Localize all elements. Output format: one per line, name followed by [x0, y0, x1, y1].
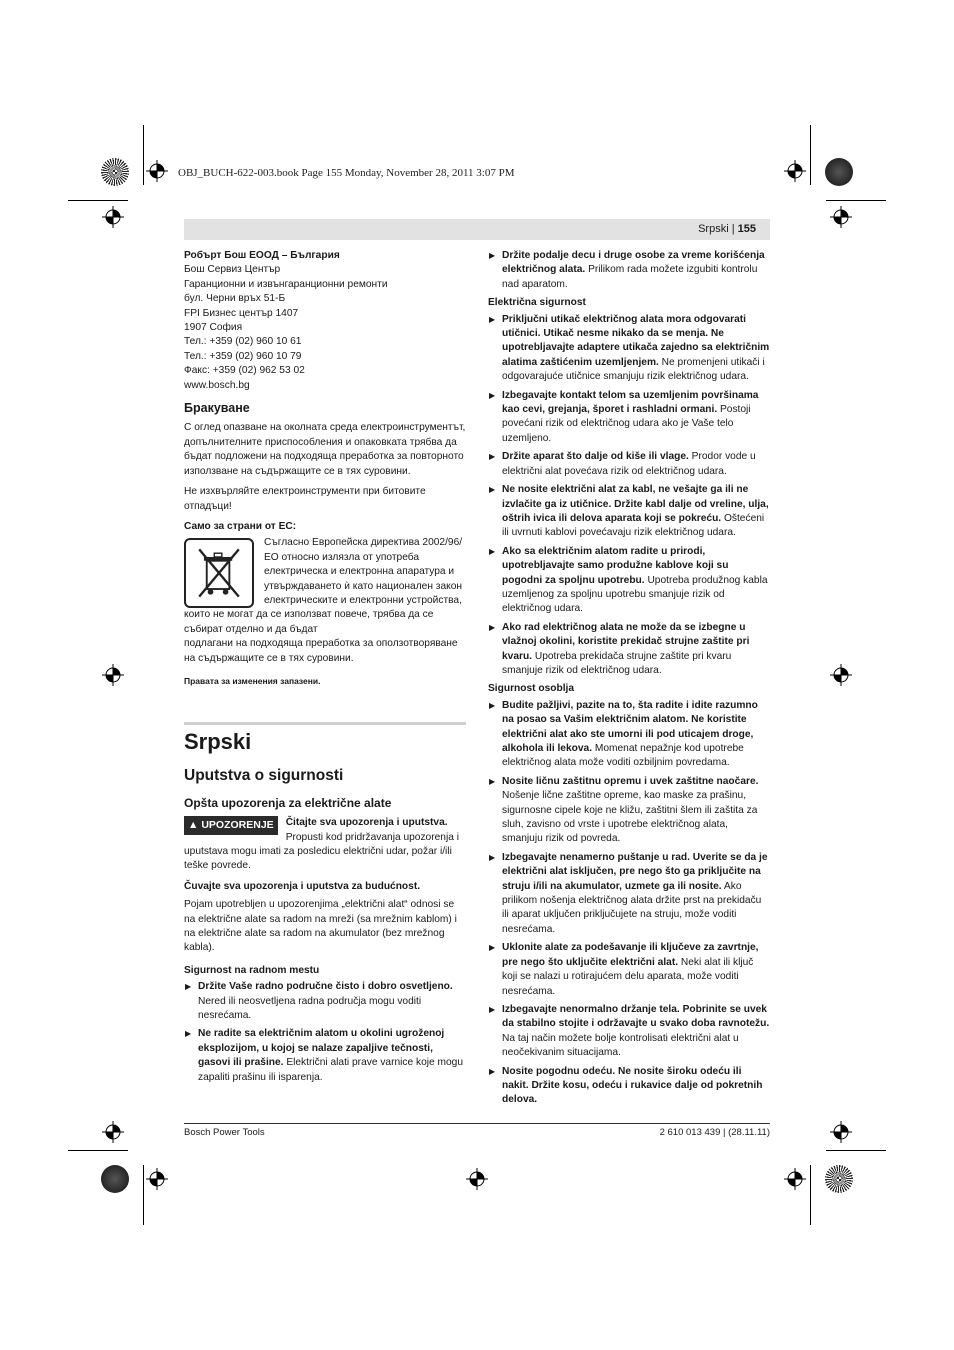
eu-directive-text: Съгласно Европейска директива 2002/96/ЕО относно излязла от употреба електрическа и електронна апаратура и утвърждаването ѝ като национален закон електрическите и електронни устройства, които не могат да се използват повече, трябва да се събират отделно и да бъдат	[184, 537, 463, 635]
safety-item: ▶ Nosite pogodnu odeću. Ne nosite široku odeću ili nakit. Držite kosu, odeću i rukavice dalje od pokretnih delova.	[488, 1065, 770, 1108]
registration-mark-icon	[102, 664, 124, 686]
website-link[interactable]: www.bosch.bg	[184, 379, 250, 391]
warning-badge	[184, 816, 278, 834]
electrical-safety-heading: Električna sigurnost	[488, 297, 586, 309]
right-column	[488, 249, 770, 1112]
safety-item: ▶ Uklonite alate za podešavanje ili ključeve za zavrtnje, pre nego što uključite električni alat. Neki alat ili ključ koji se nalazi u rotirajućem delu aparata, može voditi nesrećama.	[488, 941, 770, 999]
address-line: FPI Бизнес център 1407	[184, 307, 299, 319]
company-name: Робърт Бош ЕООД – България	[184, 250, 340, 261]
rights-reserved: Правата за изменения запазени.	[184, 675, 321, 686]
header-language: Srpski	[698, 223, 729, 235]
warning-triangle-icon: ▲	[188, 819, 199, 832]
safety-item: ▶ Držite Vaše radno područne čisto i dobro osvetljeno. Nered ili neosvetljena radna područja mogu voditi nesrećama.	[184, 980, 466, 1023]
address-line: Факс: +359 (02) 962 53 02	[184, 365, 305, 377]
registration-mark-icon	[102, 1121, 124, 1143]
safety-item: ▶ Ne radite sa električnim alatom u okolini ugroženoj eksplozijom, u kojoj se nalaze zapaljive tečnosti, gasovi ili prašine. Električni alati prave varnice koje mogu zapaliti prašinu ili isparenja.	[184, 1027, 466, 1085]
general-warnings-title: Opšta upozorenja za električne alate	[184, 795, 392, 810]
registration-mark-icon	[830, 1121, 852, 1143]
safety-title: Uputstva o sigurnosti	[184, 767, 344, 785]
safety-item: ▶ Budite pažljivi, pazite na to, šta radite i idite razumno na posao sa Vašim električnim alatom. Ne koristite električni alat ako ste umorni ili pod uticajem droge, alkohola ili lekova. Momenat nepažnje kod upotrebe električnog alata može voditi ozbiljnim povredama.	[488, 699, 770, 771]
safety-item: ▶ Držite podalje decu i druge osobe za vreme korišćenja električnog alata. Prilikom rada možete izgubiti kontrolu nad aparatom.	[488, 249, 770, 292]
color-calibration-disc-icon	[101, 158, 129, 186]
address-line: Тел.: +359 (02) 960 10 79	[184, 350, 302, 362]
safety-item: ▶ Držite aparat što dalje od kiše ili vlage. Prodor vode u električni alat povećava rizik od električnog udara.	[488, 450, 770, 479]
language-title: Srpski	[184, 729, 252, 755]
color-calibration-disc-icon	[825, 158, 853, 186]
disposal-paragraph: Не изхвърляйте електроинструменти при битовите отпадъци!	[184, 486, 426, 512]
safety-item: ▶ Ne nosite električni alat za kabl, ne vešajte ga ili ne izvlačite ga iz utičnice. Držite kabl dalje od vreline, ulja, oštrih ivica ili delova aparata koji se pokreću. Oštećeni ili uvrnuti kablovi povećavaju rizik električnog udara.	[488, 483, 770, 541]
crop-mark	[826, 1150, 886, 1151]
page-number: 155	[737, 223, 756, 235]
eu-directive-text-continued: подлагани на подходяща преработка за оползотворяване на съдържащите се в тях суровини.	[184, 638, 458, 664]
registration-mark-icon	[784, 1168, 806, 1190]
crop-mark	[143, 1165, 144, 1225]
warning-bold: Čitajte sva upozorenja i uputstva.	[285, 817, 448, 829]
color-calibration-disc-icon	[101, 1165, 129, 1193]
footer-doc-number: 2 610 013 439 | (28.11.11)	[659, 1127, 770, 1138]
registration-mark-icon	[102, 206, 124, 228]
warning-block	[184, 816, 466, 874]
personal-safety-heading: Sigurnost osoblja	[488, 683, 575, 695]
file-header: OBJ_BUCH-622-003.book Page 155 Monday, November 28, 2011 3:07 PM	[178, 167, 515, 179]
safety-item: ▶ Priključni utikač električnog alata mora odgovarati utičnici. Utikač nesme nikako da se menja. Ne upotrebljavajte adaptere utikača zajedno sa električnim alatima zaštićenim uzemljenjem. Ne promenjeni utikači i odgovarajuće utičnice smanjuju rizik električnog udara.	[488, 313, 770, 385]
address-block	[184, 263, 466, 393]
left-column	[184, 249, 466, 1089]
footer-brand: Bosch Power Tools	[184, 1127, 265, 1138]
disposal-heading: Бракуване	[184, 401, 250, 416]
safety-item: ▶ Nosite ličnu zaštitnu opremu i uvek zaštitne naočare. Nošenje lične zaštitne opreme, kao maske za prašinu, sigurnosne cipele koje ne kližu, zaštitni šlem ili zaštita za sluh, zavisno od vrste i upotrebe električnog alata, smanjuju rizik od povreda.	[488, 775, 770, 847]
registration-mark-icon	[784, 160, 806, 182]
address-line: Тел.: +359 (02) 960 10 61	[184, 336, 302, 348]
address-line: бул. Черни връх 51-Б	[184, 293, 286, 305]
safety-item: ▶ Ako rad električnog alata ne može da se izbegne u vlažnoj okolini, koristite prekidač strujne zaštite pri kvaru. Upotreba prekidača strujne zaštite pri kvaru smanjuje rizik od električnog udara.	[488, 621, 770, 679]
registration-mark-icon	[146, 1168, 168, 1190]
power-tool-definition: Pojam upotrebljen u upozorenjima „električni alat“ odnosi se na električne alate sa radom na mreži (sa mrežnim kablom) i na električne alate sa radom na akumulator (bez mrežnog kabla).	[184, 899, 457, 954]
keep-instructions: Čuvajte sva upozorenja i uputstva za budućnost.	[184, 880, 421, 892]
safety-item: ▶ Izbegavajte kontakt telom sa uzemljenim površinama kao cevi, grejanja, šporet i rashladni ormani. Postoji povećani rizik od električnog udara ako je Vaše telo uzemljeno.	[488, 389, 770, 447]
crop-mark	[810, 125, 811, 185]
section-divider	[184, 722, 466, 725]
address-line: 1907 София	[184, 322, 243, 334]
warning-text: Propusti kod pridržavanja upozorenja i uputstava mogu imati za posledicu električni udar, požar i/ili teške povrede.	[184, 831, 459, 872]
crop-mark	[143, 125, 144, 185]
eu-heading: Само за страни от ЕС:	[184, 520, 297, 532]
crossed-out-wheelie-bin-icon	[184, 538, 254, 608]
address-line: Бош Сервиз Център	[184, 264, 281, 276]
crop-mark	[826, 200, 886, 201]
crop-mark	[68, 200, 128, 201]
footer-rule	[184, 1123, 770, 1124]
crop-mark	[68, 1150, 128, 1151]
page-header	[184, 219, 770, 240]
registration-mark-icon	[830, 206, 852, 228]
safety-item: ▶ Izbegavajte nenamerno puštanje u rad. Uverite se da je električni alat isključen, pre nego što ga priključite na struju i/ili na akumulator, uzmete ga ili nosite. Ako prilikom nošenja električnog alata držite prst na prekidaču ili aparat uključen priključujete na struju, može voditi nesrećama.	[488, 851, 770, 937]
warning-label: UPOZORENJE	[201, 819, 274, 832]
eu-directive-block	[184, 536, 466, 637]
registration-mark-icon	[830, 664, 852, 686]
address-line: Гаранционни и извънгаранционни ремонти	[184, 278, 388, 290]
workplace-safety-heading: Sigurnost na radnom mestu	[184, 964, 320, 976]
registration-mark-icon	[466, 1168, 488, 1190]
crop-mark	[810, 1165, 811, 1225]
disposal-paragraph: С оглед опазване на околната среда електроинструментът, допълнителните приспособления и опаковката трябва да бъдат подложени на подходяща преработка за повторното използване на съдържащите се в тях суровини.	[184, 422, 466, 477]
safety-item: ▶ Ako sa električnim alatom radite u prirodi, upotrebljavajte samo produžne kablove koji su pogodni za spoljnu upotrebu. Upotreba produžnog kabla uzemljenog za spoljnu upotrebu smanjuje rizik od električnog udara.	[488, 545, 770, 617]
safety-item: ▶ Izbegavajte nenormalno držanje tela. Pobrinite se uvek da stabilno stojite i održavajte u svako doba ravnotežu. Na taj način možete bolje kontrolisati električni alat u neočekivanim situacijama.	[488, 1003, 770, 1061]
header-separator: |	[731, 223, 735, 235]
registration-mark-icon	[146, 160, 168, 182]
color-calibration-disc-icon	[825, 1165, 853, 1193]
